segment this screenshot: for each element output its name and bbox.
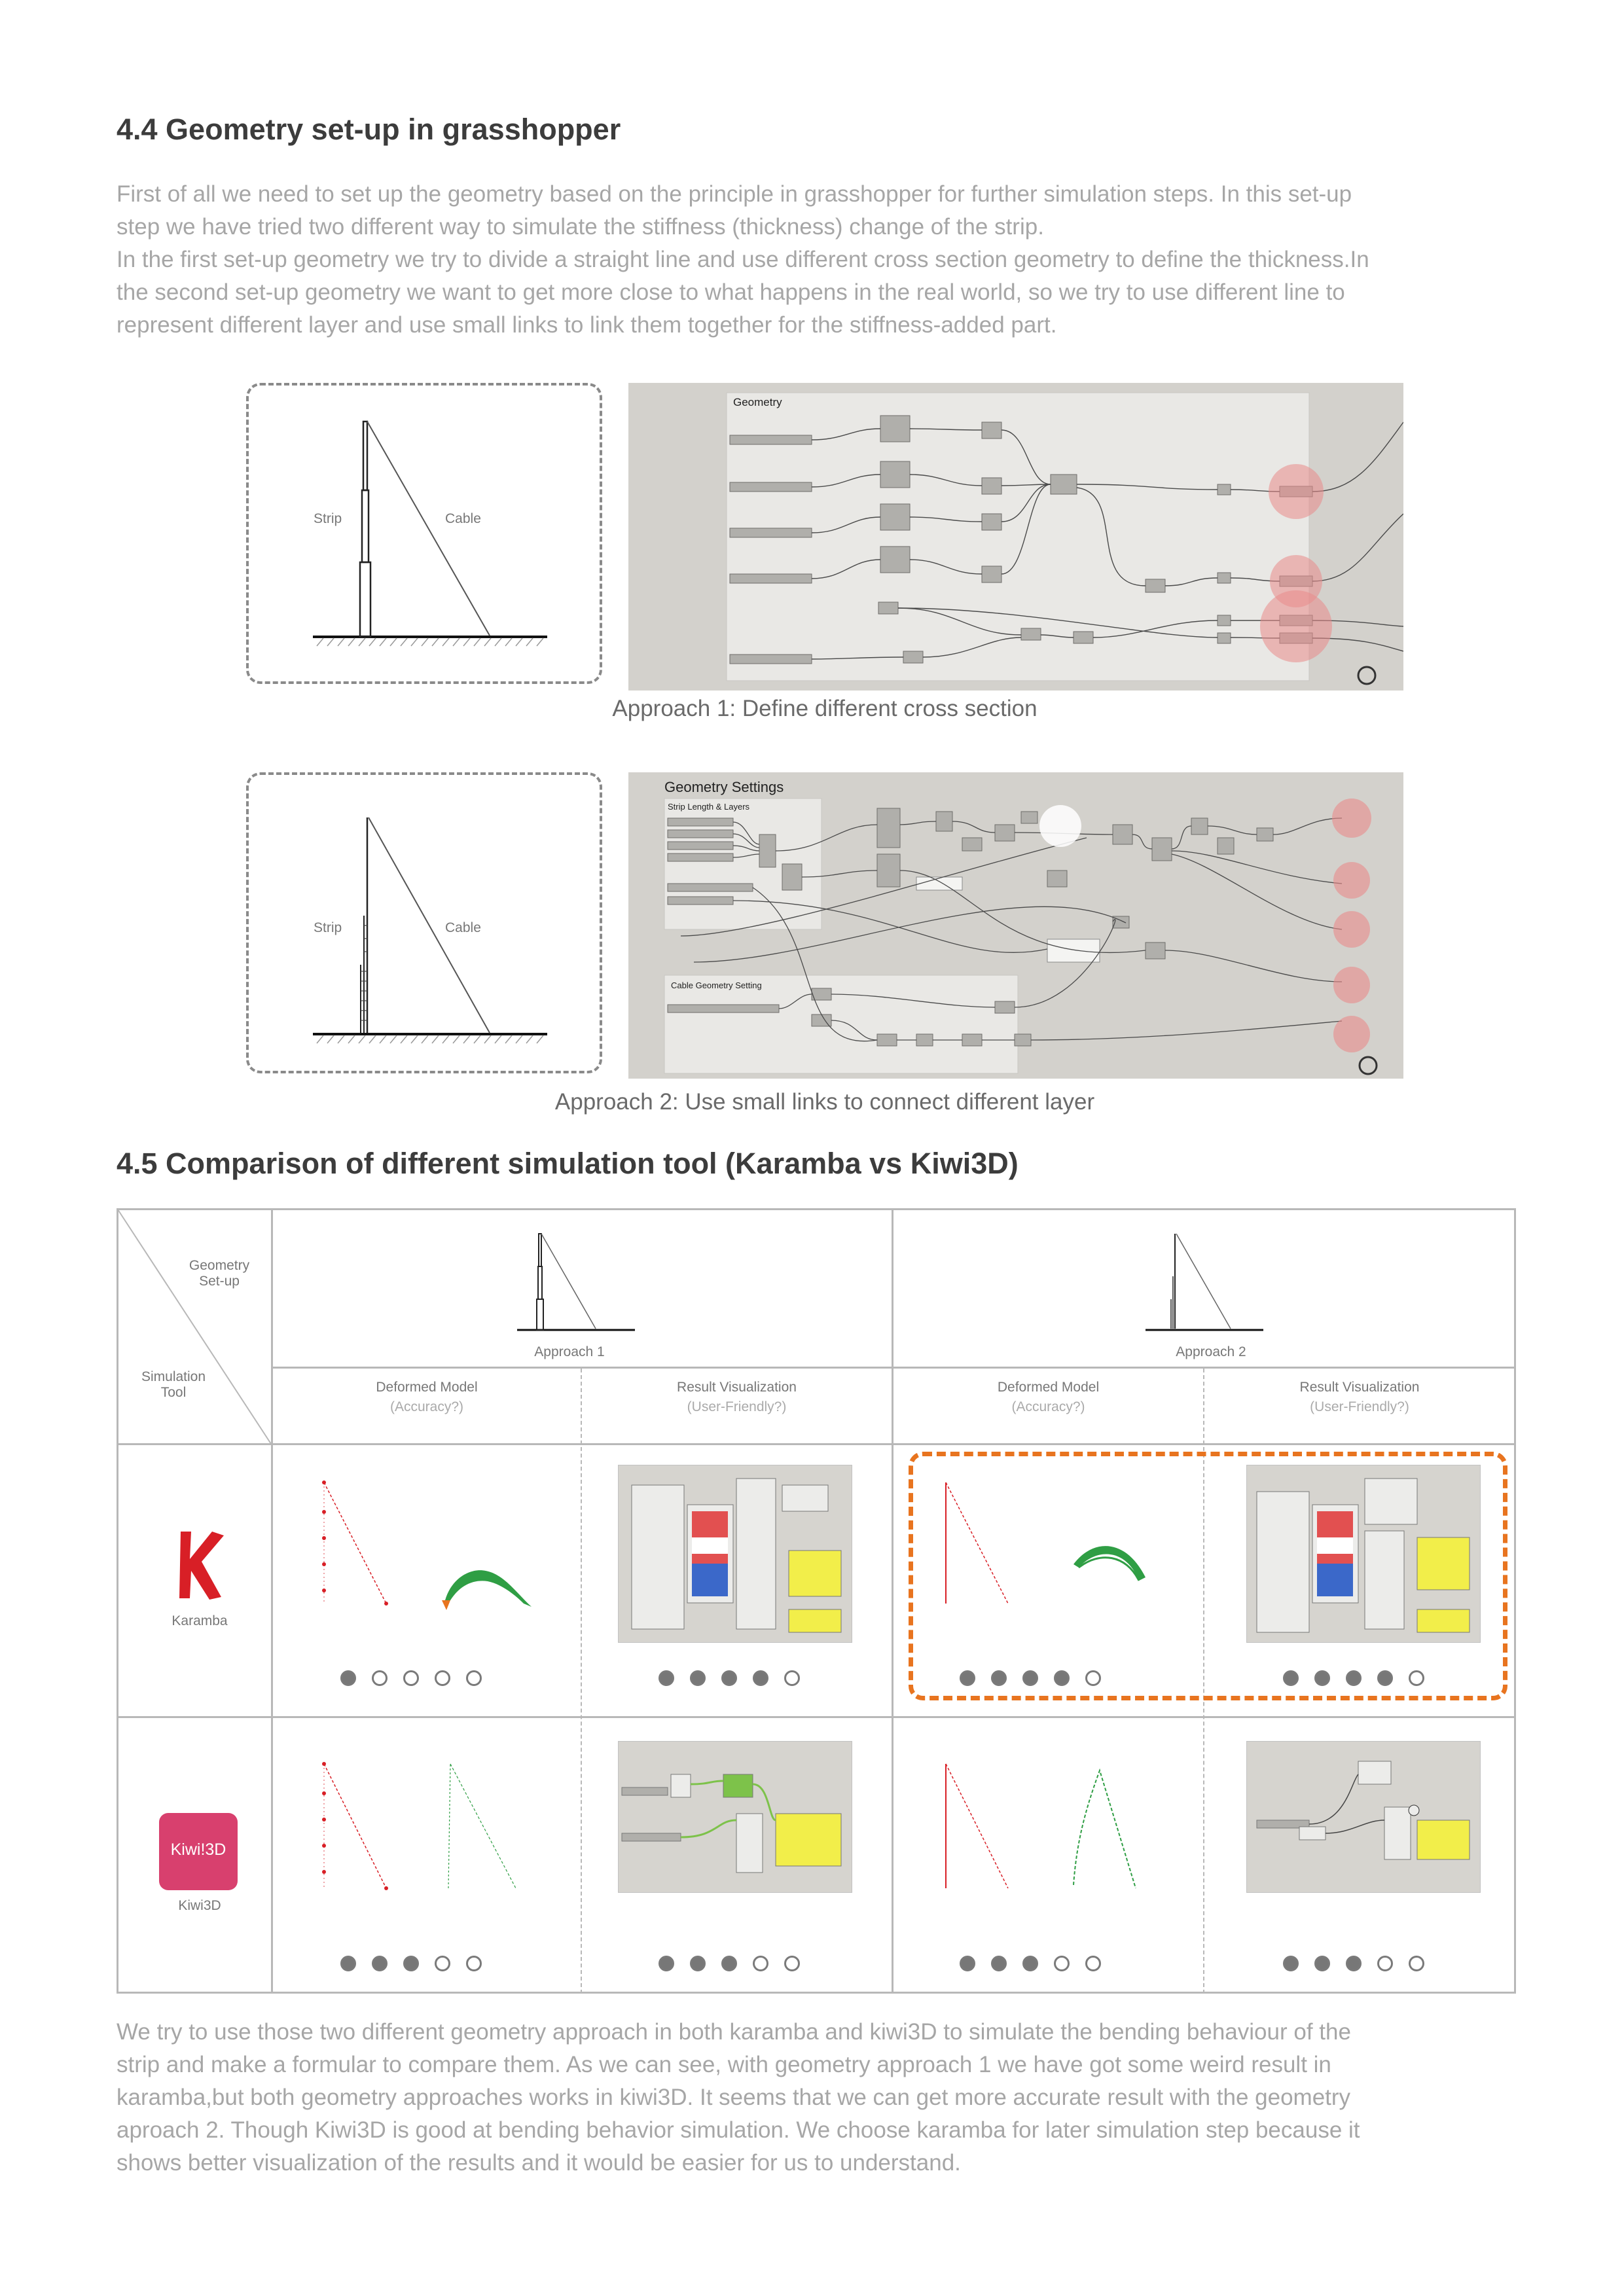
col-subheader: (User-Friendly?) <box>687 1399 787 1414</box>
rating-kiwi3d-approach1-deformed <box>340 1956 482 1971</box>
conclusion-paragraph <box>117 2016 1524 2179</box>
rating-karamba-approach1-deformed <box>340 1670 482 1686</box>
approach1-grasshopper-canvas <box>628 383 1403 691</box>
rating-dot-filled <box>403 1956 419 1971</box>
karamba-logo <box>169 1525 234 1604</box>
kiwi3d-approach1-result-screenshot <box>618 1741 852 1893</box>
gh-group-title: Geometry <box>733 396 782 408</box>
kiwi3d-label: Kiwi3D <box>178 1898 221 1913</box>
paragraph-line: In the first set-up geometry we try to divide a straight line and use different cross section geometry to define the thickness.In <box>117 247 1369 272</box>
paragraph-line: aproach 2. Though Kiwi3D is good at bending behavior simulation. We choose karamba for later simulation step because it <box>117 2117 1360 2143</box>
approach1-thumbnail <box>511 1217 655 1335</box>
rating-dot-empty <box>435 1670 450 1686</box>
rating-dot-empty <box>753 1956 768 1971</box>
gh-subgroup-title: Cable Geometry Setting <box>671 980 762 990</box>
corner-text: Tool <box>160 1385 187 1400</box>
cable-label: Cable <box>445 920 481 935</box>
paragraph-line: strip and make a formular to compare them. As we can see, with geometry approach 1 we have got some weird result in <box>117 2052 1331 2077</box>
rating-dot-filled <box>659 1956 674 1971</box>
section-heading-comparison: 4.5 Comparison of different simulation tool (Karamba vs Kiwi3D) <box>117 1147 1019 1180</box>
approach2-grasshopper-canvas <box>628 772 1403 1079</box>
paragraph-line: represent different layer and use small links to link them together for the stiffness-added part. <box>117 312 1057 338</box>
rating-dot-filled <box>721 1670 737 1686</box>
table-divider <box>892 1208 893 1994</box>
corner-top-label <box>177 1258 262 1289</box>
table-divider <box>117 1716 1516 1718</box>
corner-bottom-label <box>131 1369 216 1401</box>
rating-kiwi3d-approach2-result <box>1283 1956 1424 1971</box>
rating-dot-filled <box>372 1956 388 1971</box>
rating-dot-filled <box>753 1670 768 1686</box>
rating-dot-filled <box>1022 1956 1038 1971</box>
rating-dot-empty <box>1409 1956 1424 1971</box>
paragraph-line: karamba,but both geometry approaches works in kiwi3D. It seems that we can get more accurate result with the geometry <box>117 2085 1351 2110</box>
strip-label: Strip <box>314 920 342 935</box>
kiwi3d-logo-text: Kiwi!3D <box>170 1840 226 1859</box>
kiwi3d-approach2-result-screenshot <box>1246 1741 1481 1893</box>
approach1-header: Approach 1 <box>534 1344 605 1359</box>
rating-kiwi3d-approach2-deformed <box>960 1956 1101 1971</box>
rating-dot-empty <box>372 1670 388 1686</box>
rating-dot-empty <box>466 1956 482 1971</box>
table-divider <box>117 1443 1516 1445</box>
rating-dot-filled <box>721 1956 737 1971</box>
corner-text: Set-up <box>199 1274 240 1289</box>
col-header-result: Result Visualization <box>677 1380 797 1395</box>
rating-dot-empty <box>435 1956 450 1971</box>
rating-dot-filled <box>340 1670 356 1686</box>
karamba-approach1-deformed <box>308 1473 556 1630</box>
rating-dot-filled <box>1314 1956 1330 1971</box>
rating-dot-empty <box>1377 1956 1393 1971</box>
strip-label: Strip <box>314 511 342 526</box>
rating-dot-filled <box>690 1670 706 1686</box>
rating-kiwi3d-approach1-result <box>659 1956 800 1971</box>
rating-dot-filled <box>690 1956 706 1971</box>
approach1-caption: Approach 1: Define different cross section <box>612 696 1038 721</box>
rating-dot-empty <box>1054 1956 1070 1971</box>
intro-paragraph <box>117 178 1524 342</box>
rating-dot-filled <box>991 1956 1007 1971</box>
kiwi3d-logo <box>159 1813 238 1890</box>
rating-dot-filled <box>1283 1956 1299 1971</box>
kiwi3d-approach2-deformed <box>929 1754 1191 1905</box>
approach2-thumbnail <box>1139 1217 1283 1335</box>
chosen-option-highlight <box>909 1452 1507 1700</box>
rating-dot-empty <box>784 1670 800 1686</box>
karamba-label: Karamba <box>171 1613 228 1628</box>
kiwi3d-approach1-deformed <box>308 1754 556 1905</box>
approach1-sketch <box>246 383 602 684</box>
col-header-deformed: Deformed Model <box>997 1380 1100 1395</box>
paragraph-line: shows better visualization of the results and it would be easier for us to understand. <box>117 2150 961 2176</box>
approach2-sketch <box>246 772 602 1073</box>
rating-dot-filled <box>340 1956 356 1971</box>
rating-dot-empty <box>1085 1956 1101 1971</box>
paragraph-line: We try to use those two different geometry approach in both karamba and kiwi3D to simulate the bending behaviour of the <box>117 2019 1351 2045</box>
rating-dot-filled <box>659 1670 674 1686</box>
approach2-caption: Approach 2: Use small links to connect different layer <box>554 1089 1095 1115</box>
rating-dot-filled <box>960 1956 975 1971</box>
rating-dot-empty <box>784 1956 800 1971</box>
rating-dot-empty <box>403 1670 419 1686</box>
col-subheader: (User-Friendly?) <box>1310 1399 1409 1414</box>
col-subheader: (Accuracy?) <box>389 1399 464 1414</box>
table-divider <box>581 1369 582 1994</box>
section-heading-geometry: 4.4 Geometry set-up in grasshopper <box>117 113 621 146</box>
corner-diagonal <box>117 1208 274 1445</box>
rating-dot-filled <box>1346 1956 1362 1971</box>
corner-text: Simulation <box>141 1369 206 1384</box>
gh-group-title: Geometry Settings <box>664 779 784 795</box>
approach2-header: Approach 2 <box>1176 1344 1246 1359</box>
col-header-result: Result Visualization <box>1299 1380 1420 1395</box>
col-subheader: (Accuracy?) <box>1011 1399 1085 1414</box>
rating-dot-empty <box>466 1670 482 1686</box>
paragraph-line: the second set-up geometry we want to get more close to what happens in the real world, so we try to use different line to <box>117 279 1345 305</box>
gh-subgroup-title: Strip Length & Layers <box>668 802 750 812</box>
table-divider <box>271 1367 1516 1369</box>
karamba-approach1-result-screenshot <box>618 1465 852 1643</box>
paragraph-line: step we have tried two different way to simulate the stiffness (thickness) change of the strip. <box>117 214 1044 240</box>
rating-karamba-approach1-result <box>659 1670 800 1686</box>
col-header-deformed: Deformed Model <box>376 1380 478 1395</box>
paragraph-line: First of all we need to set up the geometry based on the principle in grasshopper for further simulation steps. In this set-up <box>117 181 1352 207</box>
corner-text: Geometry <box>189 1258 250 1273</box>
cable-label: Cable <box>445 511 481 526</box>
